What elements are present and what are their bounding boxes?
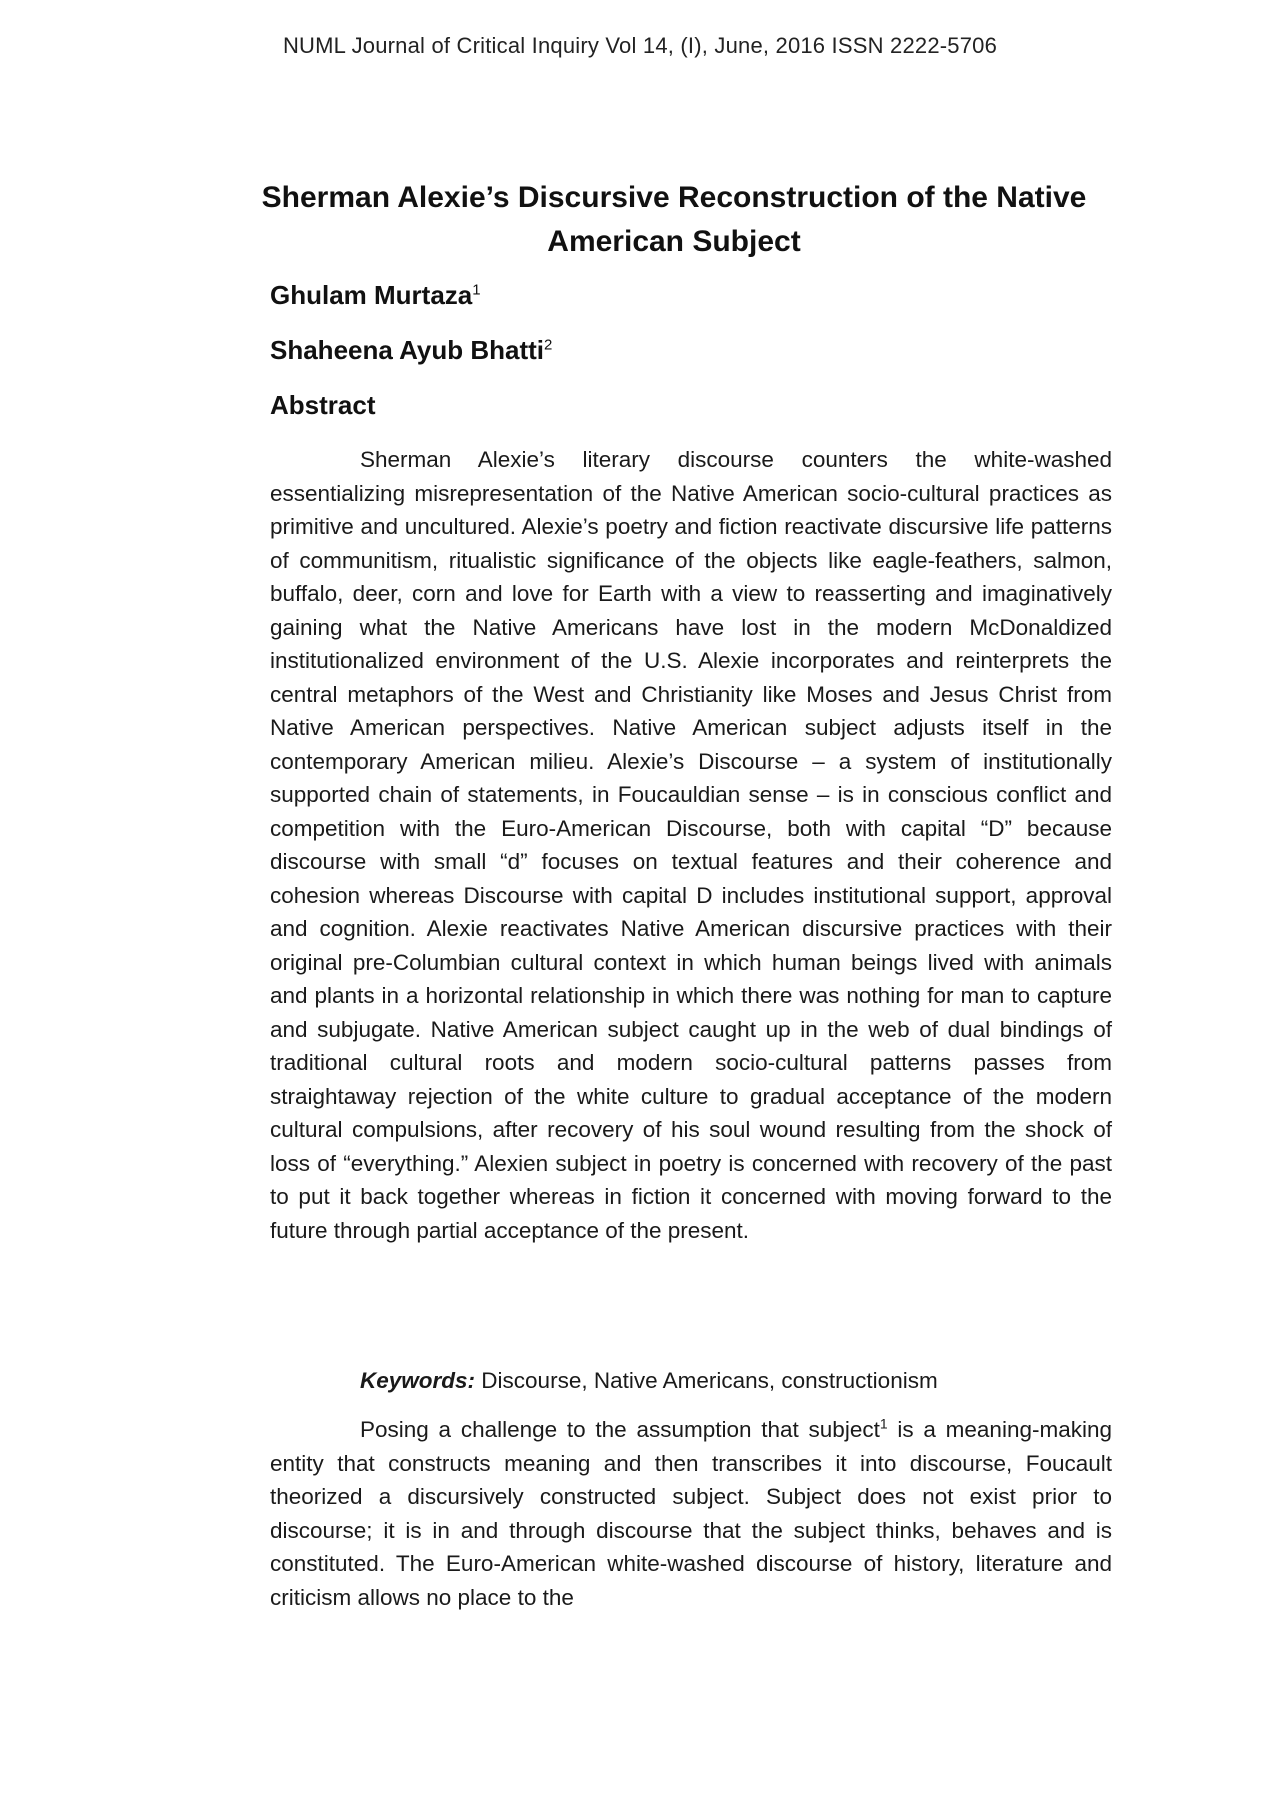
author-2: [270, 335, 552, 366]
running-head: NUML Journal of Critical Inquiry Vol 14, (I), June, 2016 ISSN 2222-5706: [282, 33, 998, 58]
intro-footnote-marker: 1: [879, 1415, 888, 1432]
keywords-line: [360, 1364, 938, 1398]
abstract-heading: Abstract: [270, 390, 376, 420]
author-2-name: Shaheena Ayub Bhatti: [270, 335, 545, 365]
intro-text-start: Posing a challenge to the assumption that subject: [360, 1417, 880, 1442]
abstract-body: Sherman Alexie’s literary discourse counters the white-washed essentializing misrepresentation of the Native American socio-cultural practices as primitive and uncultured. Alexie’s poetry and fiction reactivate discursive life patterns of communitism, ritualistic significance of the objects like eagle-feathers, salmon, buffalo, deer, corn and love for Earth with a view to reasserting and imaginatively gaining what the Native Americans have lost in the modern McDonaldized institutionalized environment of the U.S. Alexie incorporates and reinterprets the central metaphors of the West and Christianity like Moses and Jesus Christ from Native American perspectives. Native American subject adjusts itself in the contemporary American milieu. Alexie’s Discourse – a system of institutionally supported chain of statements, in Foucauldian sense – is in conscious conflict and competition with the Euro-American Discourse, both with capital “D” because discourse with small “d” focuses on textual features and their coherence and cohesion whereas Discourse with capital D includes institutional support, approval and cognition. Alexie reactivates Native American discursive practices with their original pre-Columbian cultural context in which human beings lived with animals and plants in a horizontal relationship in which there was nothing for man to capture and subjugate. Native American subject caught up in the web of dual bindings of traditional cultural roots and modern socio-cultural patterns passes from straightaway rejection of the white culture to gradual acceptance of the modern cultural compulsions, after recovery of his soul wound resulting from the shock of loss of “everything.” Alexien subject in poetry is concerned with recovery of the past to put it back together whereas in fiction it concerned with moving forward to the future through partial acceptance of the present.: [270, 447, 1112, 1243]
author-1-name: Ghulam Murtaza: [270, 280, 473, 310]
author-1: [270, 280, 481, 311]
keywords-label: Keywords:: [360, 1368, 476, 1393]
keywords-list: Discourse, Native Americans, constructionism: [481, 1368, 938, 1393]
article-title: Sherman Alexie’s Discursive Reconstruction of the Native American Subject: [261, 181, 1087, 258]
author-1-footnote-marker: 1: [472, 281, 481, 299]
author-2-footnote-marker: 2: [544, 336, 553, 354]
intro-paragraph: [270, 1413, 1112, 1614]
intro-text-rest: is a meaning-making entity that constructs meaning and then transcribes it into discourse, Foucault theorized a discursively constructed subject. Subject does not exist prior to discourse; it is in and through discourse that the subject thinks, behaves and is constituted. The Euro-American white-washed discourse of history, literature and criticism allows no place to the: [270, 1417, 1112, 1610]
